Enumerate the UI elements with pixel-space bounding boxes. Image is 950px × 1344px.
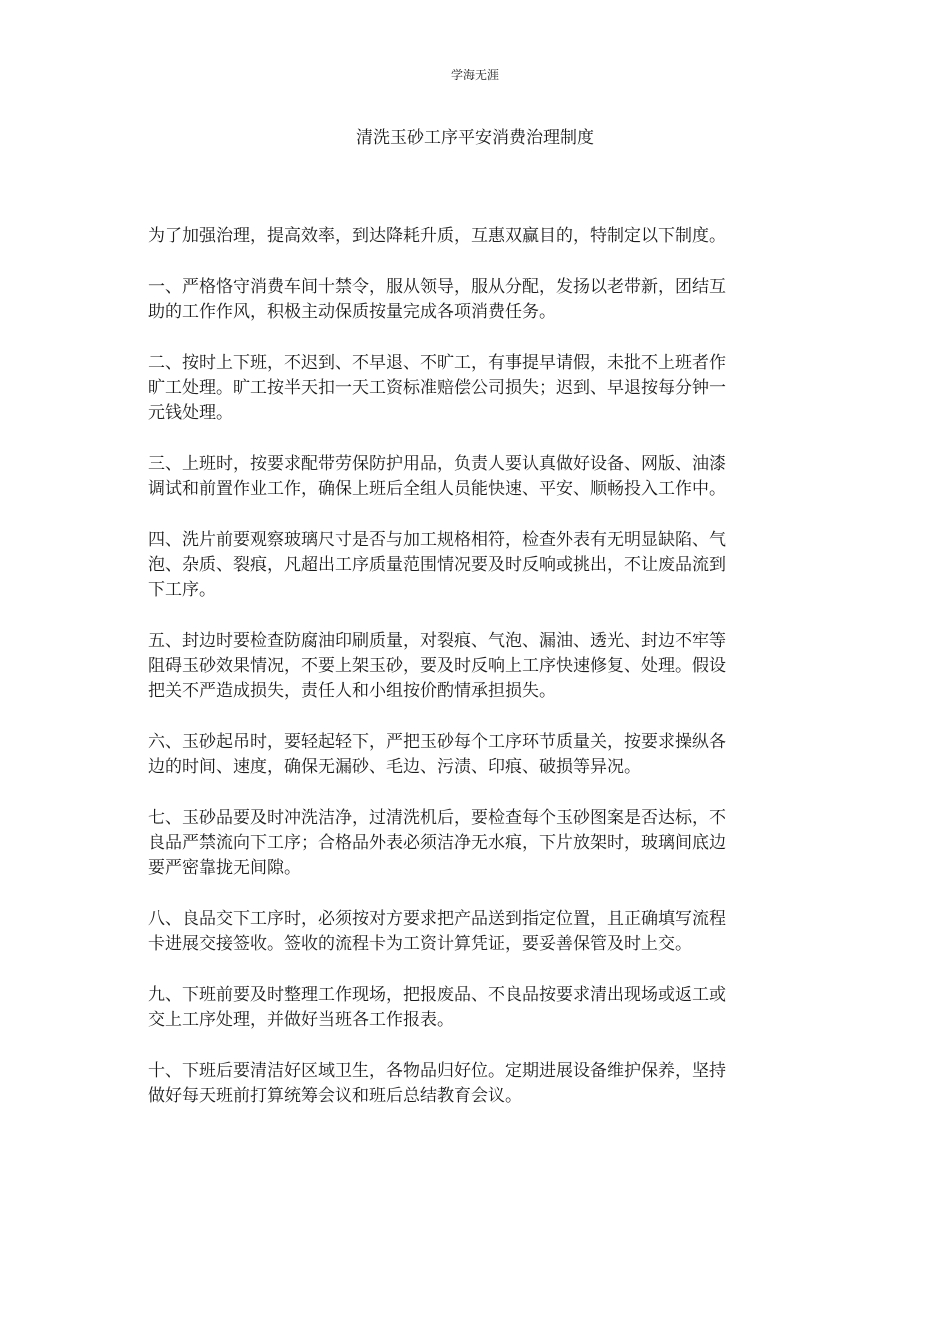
rule-5-paragraph: 五、封边时要检查防腐油印刷质量，对裂痕、气泡、漏油、透光、封边不牢等 阻碍玉砂效果情况，不要上架玉砂，要及时反响上工序快速修复、处理。假设 把关不严造成损失，责任人和小组按价酌情承担损失。: [148, 631, 726, 701]
rule-9-paragraph: 九、下班前要及时整理工作现场，把报废品、不良品按要求清出现场或返工或 交上工序处理，并做好当班各工作报表。: [148, 985, 726, 1030]
rule-4-paragraph: 四、洗片前要观察玻璃尺寸是否与加工规格相符，检查外表有无明显缺陷、气 泡、杂质、裂痕，凡超出工序质量范围情况要及时反响或挑出，不让废品流到 下工序。: [148, 530, 726, 600]
rule-3-paragraph: 三、上班时，按要求配带劳保防护用品，负责人要认真做好设备、网版、油漆 调试和前置作业工作，确保上班后全组人员能快速、平安、顺畅投入工作中。: [148, 454, 726, 499]
rule-10-paragraph: 十、下班后要清洁好区域卫生，各物品归好位。定期进展设备维护保养，坚持 做好每天班前打算统筹会议和班后总结教育会议。: [148, 1061, 726, 1106]
rule-8-paragraph: 八、良品交下工序时，必须按对方要求把产品送到指定位置，且正确填写流程 卡进展交接签收。签收的流程卡为工资计算凭证，要妥善保管及时上交。: [148, 909, 726, 954]
rule-7-paragraph: 七、玉砂品要及时冲洗洁净，过清洗机后，要检查每个玉砂图案是否达标，不 良品严禁流向下工序；合格品外表必须洁净无水痕，下片放架时，玻璃间底边 要严密靠拢无间隙。: [148, 808, 726, 878]
rule-1-paragraph: 一、严格恪守消费车间十禁令，服从领导，服从分配，发扬以老带新，团结互 助的工作作风，积极主动保质按量完成各项消费任务。: [148, 277, 726, 322]
document-body: [148, 224, 808, 1135]
page-header: 学海无涯: [450, 68, 499, 82]
document-title: 清洗玉砂工序平安消费治理制度: [356, 128, 594, 148]
intro-paragraph: 为了加强治理，提高效率，到达降耗升质，互惠双赢目的，特制定以下制度。: [148, 226, 726, 246]
rule-2-paragraph: 二、按时上下班，不迟到、不早退、不旷工，有事提早请假，未批不上班者作 旷工处理。旷工按半天扣一天工资标准赔偿公司损失；迟到、早退按每分钟一 元钱处理。: [148, 353, 726, 423]
rule-6-paragraph: 六、玉砂起吊时，要轻起轻下，严把玉砂每个工序环节质量关，按要求操纵各 边的时间、速度，确保无漏砂、毛边、污渍、印痕、破损等异况。: [148, 732, 726, 777]
